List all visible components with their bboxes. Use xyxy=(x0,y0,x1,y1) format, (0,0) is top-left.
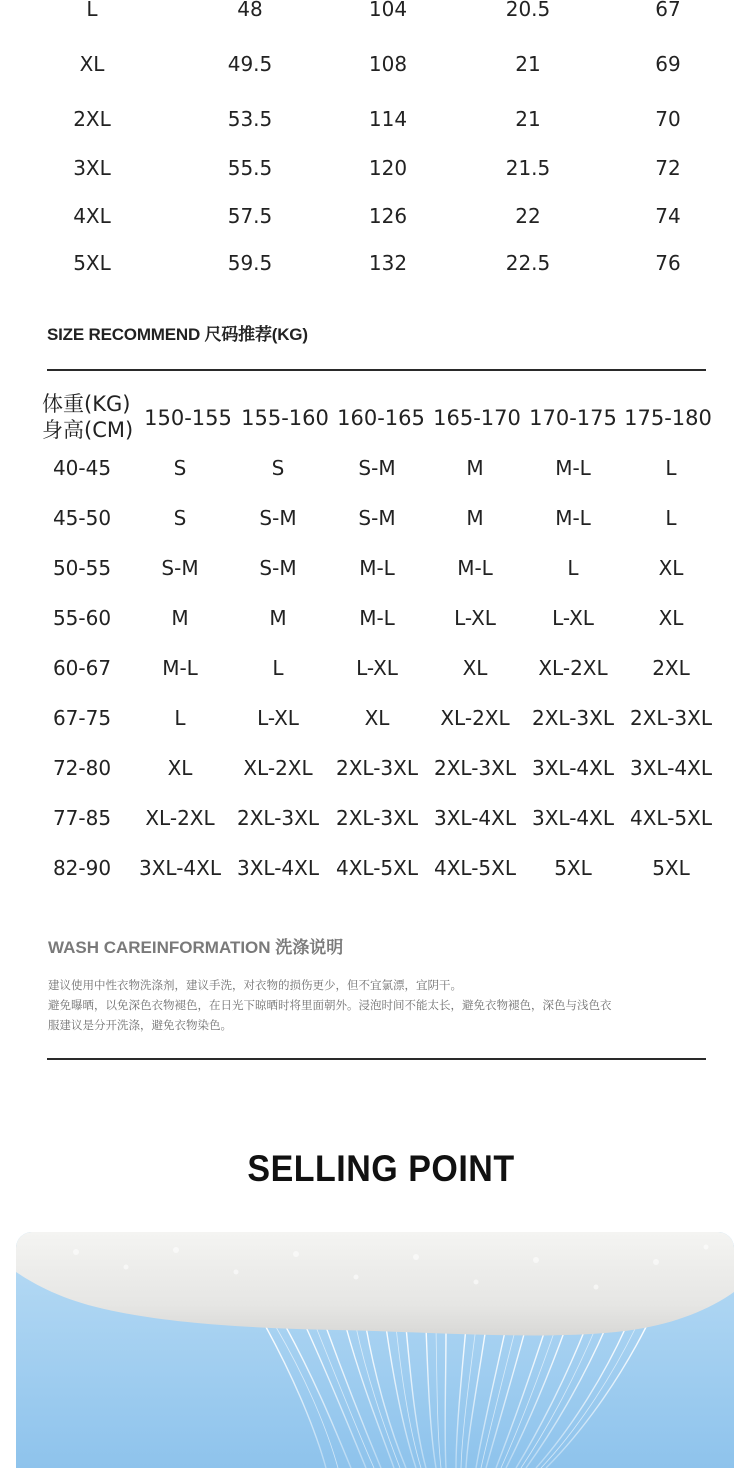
recommended-size: 2XL-3XL xyxy=(531,706,615,730)
table-row xyxy=(0,503,750,533)
divider xyxy=(47,369,706,371)
recommended-size: M-L xyxy=(555,506,591,530)
recommended-size: M-L xyxy=(457,556,493,580)
selling-point-title: SELLING POINT xyxy=(247,1148,515,1190)
recommended-size: 3XL-4XL xyxy=(531,756,615,780)
recommended-size: XL-2XL xyxy=(145,806,215,830)
measurement-value: 20.5 xyxy=(505,0,551,21)
table-row xyxy=(0,703,750,733)
recommended-size: S-M xyxy=(259,506,297,530)
recommended-size: 5XL xyxy=(554,856,592,880)
recommended-size: 2XL-3XL xyxy=(236,806,320,830)
table-row xyxy=(0,453,750,483)
recommended-size: 3XL-4XL xyxy=(433,806,517,830)
recommended-size: 2XL-3XL xyxy=(335,806,419,830)
weight-range: 72-80 xyxy=(52,756,112,780)
size-label: XL xyxy=(79,52,105,76)
recommended-size: L xyxy=(567,556,579,580)
measurement-value: 120 xyxy=(368,156,408,180)
measurement-value: 59.5 xyxy=(227,251,273,275)
wash-care-line: 建议使用中性衣物洗涤剂，建议手洗，对衣物的损伤更少，但不宜氯漂，宜阴干。 xyxy=(48,978,462,992)
recommended-size: S xyxy=(271,456,285,480)
measurement-value: 22 xyxy=(515,204,541,228)
table-row xyxy=(0,553,750,583)
measurement-value: 67 xyxy=(655,0,681,21)
table-row xyxy=(0,803,750,833)
measurement-value: 76 xyxy=(655,251,681,275)
table-row xyxy=(0,753,750,783)
height-range-header: 175-180 xyxy=(624,406,712,430)
measurement-value: 21.5 xyxy=(505,156,551,180)
measurement-value: 21 xyxy=(515,52,541,76)
height-range-header: 170-175 xyxy=(529,406,617,430)
recommended-size: 3XL-4XL xyxy=(138,856,222,880)
recommended-size: M-L xyxy=(162,656,198,680)
recommended-size: 3XL-4XL xyxy=(629,756,713,780)
recommended-size: S-M xyxy=(161,556,199,580)
recommended-size: L-XL xyxy=(356,656,398,680)
measurement-value: 21 xyxy=(515,107,541,131)
table-row xyxy=(0,201,750,231)
weight-range: 60-67 xyxy=(52,656,112,680)
height-range-header: 155-160 xyxy=(241,406,329,430)
weight-range: 50-55 xyxy=(52,556,112,580)
recommended-size: XL xyxy=(658,606,684,630)
table-row xyxy=(0,49,750,79)
recommended-size: M-L xyxy=(359,556,395,580)
size-recommend-heading: SIZE RECOMMEND 尺码推荐(KG) xyxy=(47,325,308,344)
recommended-size: 3XL-4XL xyxy=(236,856,320,880)
recommended-size: S-M xyxy=(358,506,396,530)
table-row xyxy=(0,0,750,24)
measurement-value: 22.5 xyxy=(505,251,551,275)
weight-range: 45-50 xyxy=(52,506,112,530)
recommended-size: L-XL xyxy=(552,606,594,630)
recommended-size: S xyxy=(173,456,187,480)
size-label: 4XL xyxy=(73,204,111,228)
recommended-size: XL xyxy=(462,656,488,680)
recommended-size: M-L xyxy=(359,606,395,630)
measurement-value: 72 xyxy=(655,156,681,180)
table-row xyxy=(0,653,750,683)
recommended-size: M xyxy=(269,606,287,630)
measurement-value: 57.5 xyxy=(227,204,273,228)
recommended-size: L xyxy=(665,456,677,480)
recommended-size: L-XL xyxy=(454,606,496,630)
weight-range: 40-45 xyxy=(52,456,112,480)
table-row xyxy=(0,603,750,633)
wash-care-text xyxy=(48,975,708,1035)
table-row xyxy=(0,853,750,883)
recommended-size: M xyxy=(171,606,189,630)
measurement-value: 55.5 xyxy=(227,156,273,180)
height-range-header: 160-165 xyxy=(337,406,425,430)
measurement-value: 48 xyxy=(237,0,263,21)
recommended-size: L xyxy=(174,706,186,730)
recommended-size: XL-2XL xyxy=(440,706,510,730)
table-corner-label xyxy=(42,391,133,443)
recommended-size: S-M xyxy=(358,456,396,480)
wash-care-line: 避免曝晒，以免深色衣物褪色，在日光下晾晒时将里面朝外。浸泡时间不能太长，避免衣物褪色，深色与浅色衣 xyxy=(48,998,612,1012)
size-label: L xyxy=(86,0,98,21)
fabric-photo xyxy=(16,1232,734,1468)
measurement-value: 53.5 xyxy=(227,107,273,131)
recommended-size: M xyxy=(466,506,484,530)
table-row xyxy=(0,153,750,183)
recommended-size: 2XL-3XL xyxy=(433,756,517,780)
weight-range: 77-85 xyxy=(52,806,112,830)
recommended-size: 4XL-5XL xyxy=(433,856,517,880)
weight-range: 67-75 xyxy=(52,706,112,730)
weight-range: 55-60 xyxy=(52,606,112,630)
recommended-size: 5XL xyxy=(652,856,690,880)
size-label: 5XL xyxy=(73,251,111,275)
weight-axis-label: 体重(KG) xyxy=(42,392,131,416)
recommended-size: L xyxy=(272,656,284,680)
fabric-illustration xyxy=(16,1232,734,1468)
recommended-size: XL xyxy=(364,706,390,730)
recommended-size: 2XL-3XL xyxy=(335,756,419,780)
wash-care-title: WASH CAREINFORMATION 洗涤说明 xyxy=(48,938,344,957)
recommended-size: 2XL-3XL xyxy=(629,706,713,730)
recommended-size: L xyxy=(665,506,677,530)
recommended-size: M-L xyxy=(555,456,591,480)
recommended-size: L-XL xyxy=(257,706,299,730)
height-axis-label: 身高(CM) xyxy=(42,418,134,442)
recommended-size: XL-2XL xyxy=(243,756,313,780)
measurement-value: 132 xyxy=(368,251,408,275)
measurement-value: 126 xyxy=(368,204,408,228)
recommended-size: 4XL-5XL xyxy=(335,856,419,880)
weight-range: 82-90 xyxy=(52,856,112,880)
size-label: 3XL xyxy=(73,156,111,180)
height-range-header: 150-155 xyxy=(144,406,232,430)
recommended-size: XL xyxy=(658,556,684,580)
measurement-value: 74 xyxy=(655,204,681,228)
divider xyxy=(47,1058,706,1060)
measurement-value: 49.5 xyxy=(227,52,273,76)
measurement-value: 104 xyxy=(368,0,408,21)
recommended-size: 3XL-4XL xyxy=(531,806,615,830)
measurement-value: 108 xyxy=(368,52,408,76)
recommended-size: XL xyxy=(167,756,193,780)
recommended-size: M xyxy=(466,456,484,480)
wash-care-line: 服建议是分开洗涤，避免衣物染色。 xyxy=(48,1018,232,1032)
table-row xyxy=(0,248,750,278)
measurement-value: 70 xyxy=(655,107,681,131)
recommended-size: S-M xyxy=(259,556,297,580)
measurement-value: 69 xyxy=(655,52,681,76)
size-label: 2XL xyxy=(73,107,111,131)
recommended-size: XL-2XL xyxy=(538,656,608,680)
recommended-size: 2XL xyxy=(652,656,690,680)
recommended-size: S xyxy=(173,506,187,530)
height-range-header: 165-170 xyxy=(433,406,521,430)
recommended-size: 4XL-5XL xyxy=(629,806,713,830)
table-row xyxy=(0,104,750,134)
measurement-value: 114 xyxy=(368,107,408,131)
